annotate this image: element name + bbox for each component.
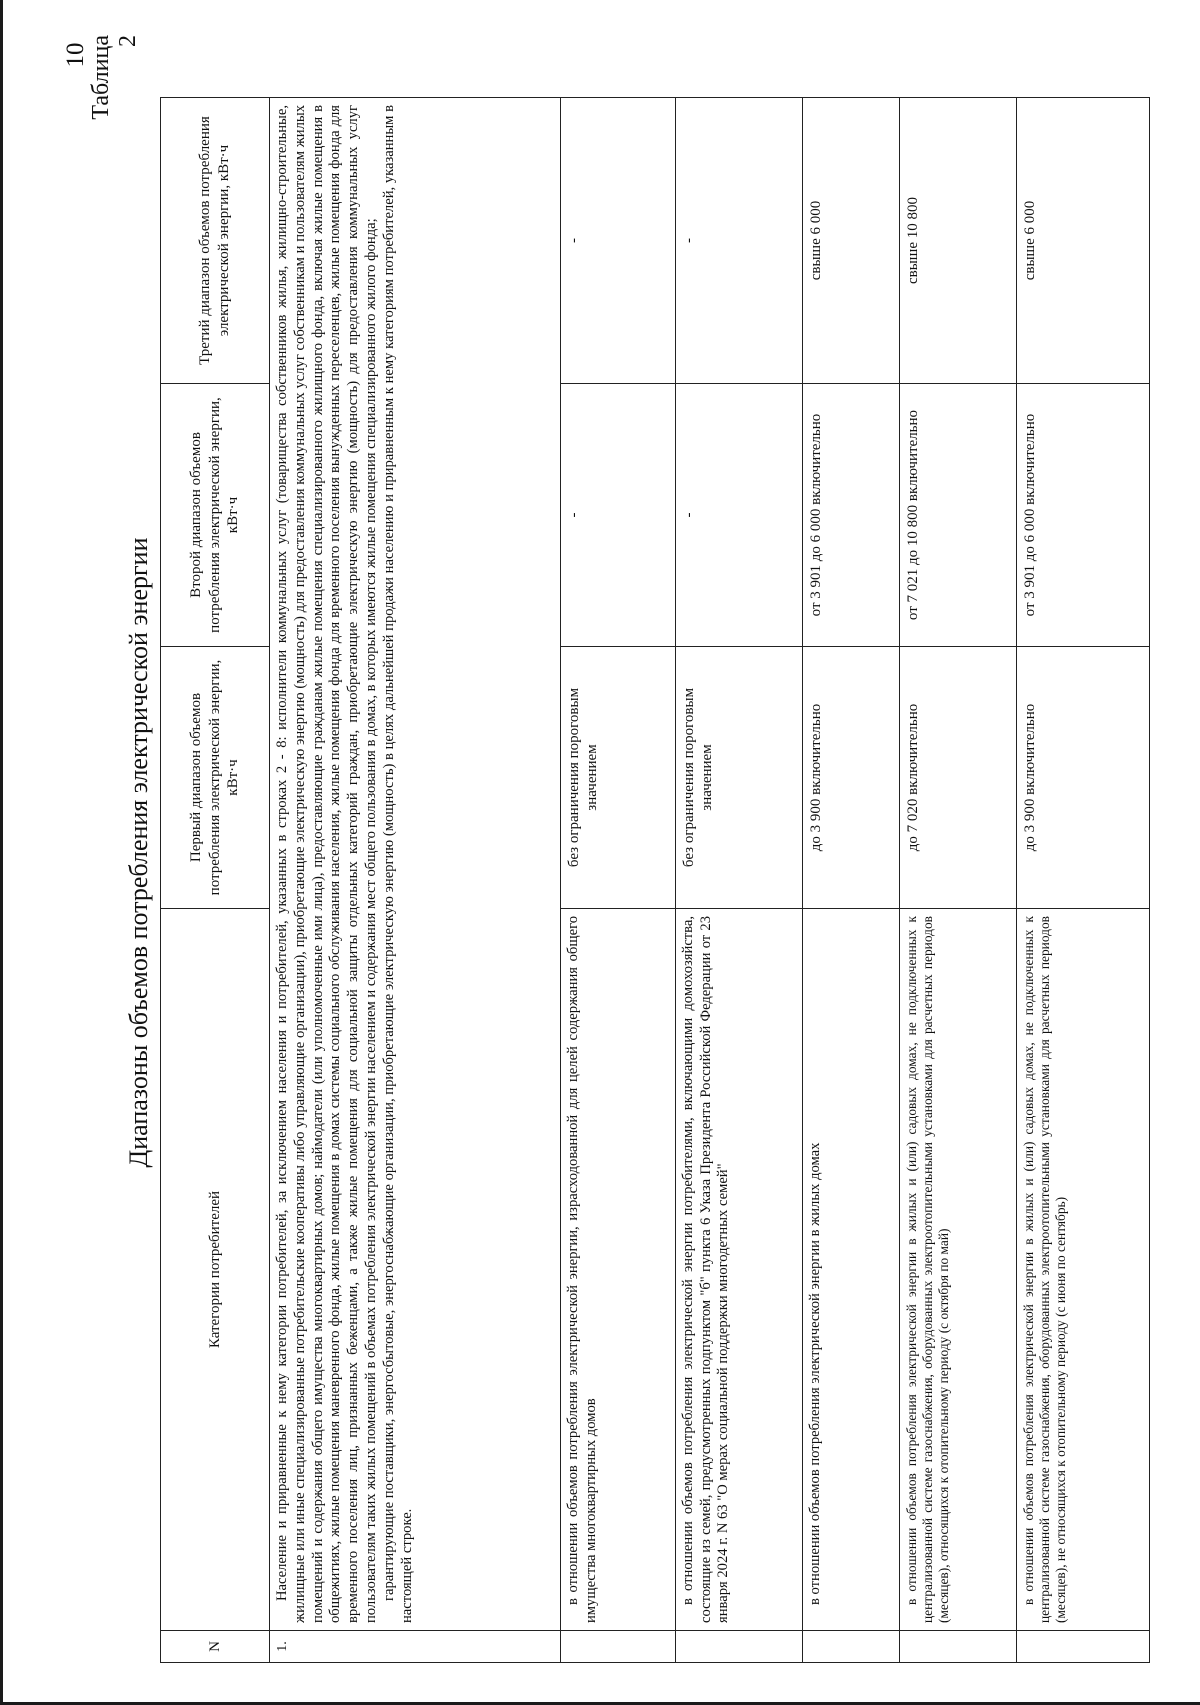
row-first-range: до 7 020 включительно: [900, 647, 1017, 909]
row-category-text: в отношении объемов потребления электрической энергии потребителями, включающими домохозяйства, состоящие из семей, предусмотренных подпунктом "б" пункта 6 Указа Президента Российской Федерации от 23 января 2024 г. N 63 "О мерах социальной поддержки многодетных семей": [680, 916, 731, 1623]
section-1-description: [270, 98, 561, 1631]
table-row: [803, 98, 900, 1663]
row-number-empty: [900, 1631, 1017, 1663]
row-second-range: от 3 901 до 6 000 включительно: [1017, 384, 1150, 647]
row-third-range: -: [676, 98, 803, 384]
table-row: [1017, 98, 1150, 1663]
row-first-range: до 3 900 включительно: [1017, 647, 1150, 909]
row-first-range: без ограничения пороговым значением: [676, 647, 803, 909]
row-second-range: от 7 021 до 10 800 включительно: [900, 384, 1017, 647]
row-number-empty: [1017, 1631, 1150, 1663]
consumption-ranges-table: [160, 97, 1150, 1663]
row-first-range: без ограничения пороговым значением: [561, 647, 676, 909]
header-third-range: Третий диапазон объемов потребления электрической энергии, кВт·ч: [161, 98, 270, 384]
header-category: Категории потребителей: [161, 909, 270, 1631]
page-title: Диапазоны объемов потребления электрической энергии: [124, 537, 153, 1168]
table-row: [900, 98, 1017, 1663]
row-category: [676, 909, 803, 1631]
table-row-section-1: [270, 98, 561, 1663]
row-second-range: -: [676, 384, 803, 647]
row-category: [900, 909, 1017, 1631]
row-category: [803, 909, 900, 1631]
header-first-range: Первый диапазон объемов потребления электрической энергии, кВт·ч: [161, 647, 270, 909]
table-row: [561, 98, 676, 1663]
header-second-range: Второй диапазон объемов потребления электрической энергии, кВт·ч: [161, 384, 270, 647]
row-second-range: -: [561, 384, 676, 647]
row-number: 1.: [270, 1631, 561, 1663]
row-category-text: в отношении объемов потребления электрической энергии, израсходованной для целей содержания общего имущества многоквартирных домов: [565, 916, 599, 1623]
row-number-empty: [676, 1631, 803, 1663]
table-label: Таблица 2: [88, 35, 141, 120]
row-category: [561, 909, 676, 1631]
row-third-range: свыше 6 000: [803, 98, 900, 384]
row-category-text: в отношении объемов потребления электрической энергии в жилых домах: [807, 1142, 823, 1605]
header-num: N: [161, 1631, 270, 1663]
table-header-row: [161, 98, 270, 1663]
row-category-text: в отношении объемов потребления электрической энергии в жилых и (или) садовых домах, не подключенных к централизованной системе газоснабжения, оборудованных электроотопительными установками для расчетных периодов (месяцев), относящихся к отопительному периоду (с октября по май): [904, 916, 952, 1623]
row-number-empty: [561, 1631, 676, 1663]
row-third-range: -: [561, 98, 676, 384]
row-number-empty: [803, 1631, 900, 1663]
row-third-range: свыше 6 000: [1017, 98, 1150, 384]
page-number: 10: [62, 42, 89, 68]
row-first-range: до 3 900 включительно: [803, 647, 900, 909]
row-category: [1017, 909, 1150, 1631]
section-1-paragraph-2: гарантирующие поставщики, энергосбытовые, энергоснабжающие организации, приобретающие электрическую энергию (мощность) в целях дальнейшей продажи населению и приравненным к нему категориям потребителей, указанным в настоящей строке.: [380, 105, 415, 1623]
row-second-range: от 3 901 до 6 000 включительно: [803, 384, 900, 647]
row-third-range: свыше 10 800: [900, 98, 1017, 384]
row-category-text: в отношении объемов потребления электрической энергии в жилых и (или) садовых домах, не подключенных к централизованной системе газоснабжения, оборудованных электроотопительными установками для расчетных периодов (месяцев), не относящихся к отопительному периоду (с июня по сентябрь): [1021, 916, 1069, 1623]
table-row: [676, 98, 803, 1663]
section-1-paragraph-1: Население и приравненные к нему категории потребителей, за исключением населения и потребителей, указанных в строках 2 - 8: исполнители коммунальных услуг (товарищества собственников жилья, жилищно-строительные, жилищные или иные специализированные потребительские кооперативы либо управляющие организации), приобретающие электрическую энергию (мощность) для предоставления коммунальных услуг собственникам и пользователям жилых помещений и содержания общего имущества многоквартирных домов; наймодатели (или уполномоченные ими лица), предоставляющие гражданам жилые помещения специализированного жилищного фонда, включая жилые помещения в общежитиях, жилые помещения маневренного фонда, жилые помещения в домах системы социального обслуживания населения, жилые помещения фонда для временного поселения вынужденных переселенцев, жилые помещения фонда для временного поселения лиц, признанных беженцами, а также жилые помещения для социальной защиты отдельных категорий граждан, приобретающие электрическую энергию (мощность) для предоставления коммунальных услуг пользователям таких жилых помещений в объемах потребления электрической энергии населением и содержания мест общего пользования в домах, в которых имеются жилые помещения специализированного жилого фонда;: [274, 105, 379, 1623]
